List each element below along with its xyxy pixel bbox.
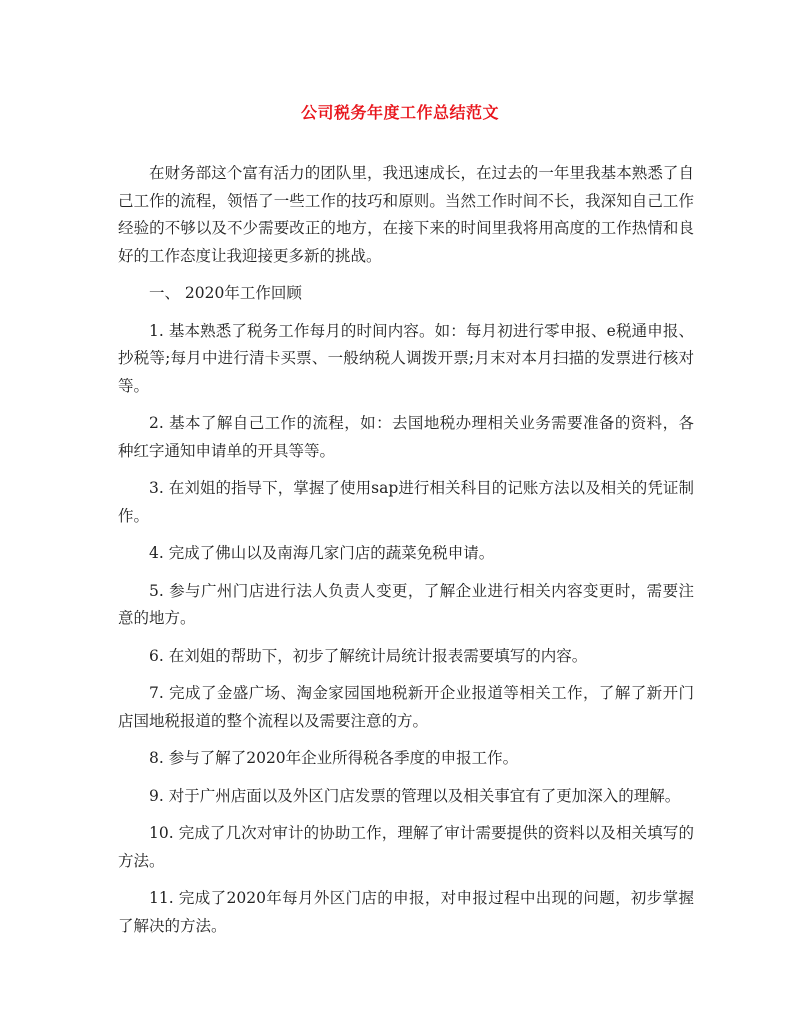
list-item: 5. 参与广州门店进行法人负责人变更，了解企业进行相关内容变更时，需要注意的地方。 [118, 581, 694, 627]
list-item: 6. 在刘姐的帮助下，初步了解统计局统计报表需要填写的内容。 [149, 646, 588, 665]
list-item: 11. 完成了2020年每月外区门店的申报，对申报过程中出现的问题，初步掌握了解决的方法。 [118, 889, 694, 935]
document-title: 公司税务年度工作总结范文 [300, 103, 499, 122]
list-item: 2. 基本了解自己工作的流程，如：去国地税办理相关业务需要准备的资料，各种红字通知申请单的开具等等。 [118, 414, 694, 460]
list-item: 1. 基本熟悉了税务工作每月的时间内容。如：每月初进行零申报、e税通申报、抄税等;每月中进行清卡买票、一般纳税人调拨开票;月末对本月扫描的发票进行核对等。 [118, 321, 694, 395]
list-item: 4. 完成了佛山以及南海几家门店的蔬菜免税申请。 [149, 544, 495, 562]
list-item: 7. 完成了金盛广场、淘金家园国地税新开企业报道等相关工作，了解了新开门店国地税报道的整个流程以及需要注意的方。 [118, 684, 694, 730]
section-heading: 一、 2020年工作回顾 [149, 284, 302, 302]
list-item: 3. 在刘姐的指导下，掌握了使用sap进行相关科目的记账方法以及相关的凭证制作。 [118, 479, 694, 525]
list-item: 10. 完成了几次对审计的协助工作，理解了审计需要提供的资料以及相关填写的方法。 [118, 824, 694, 870]
list-item: 8. 参与了解了2020年企业所得税各季度的申报工作。 [149, 749, 519, 767]
intro-paragraph: 在财务部这个富有活力的团队里，我迅速成长，在过去的一年里我基本熟悉了自己工作的流程，领悟了一些工作的技巧和原则。当然工作时间不长，我深知自己工作经验的不够以及不少需要改正的地方，在接下来的时间里我将用高度的工作热情和良好的工作态度让我迎接更多新的挑战。 [118, 164, 694, 265]
document-body [118, 160, 694, 950]
list-item: 9. 对于广州店面以及外区门店发票的管理以及相关事宜有了更加深入的理解。 [149, 786, 681, 805]
